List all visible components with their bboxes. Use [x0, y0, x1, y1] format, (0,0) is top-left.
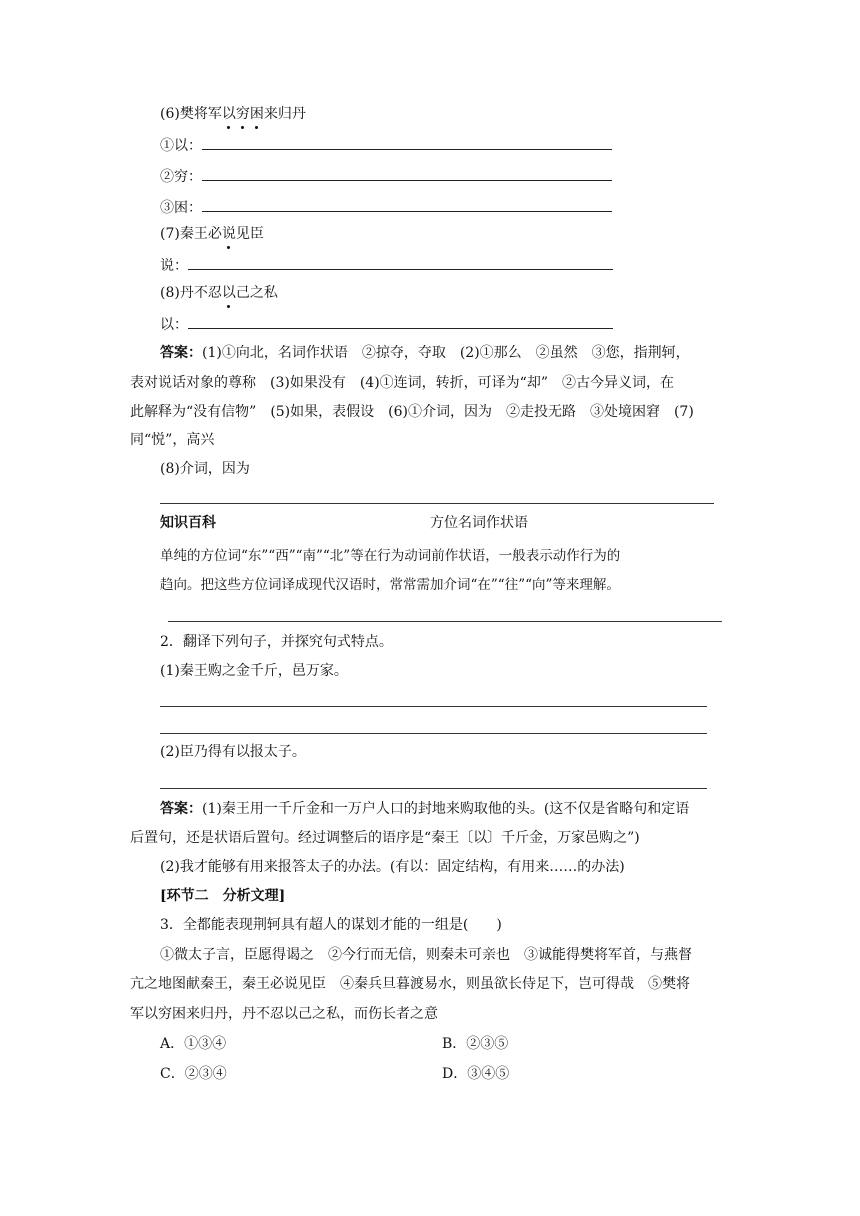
answer-blank[interactable]: [202, 197, 612, 212]
answer-2-line-1: 答案：(1)秦王用一千斤金和一万户人口的封地来购取他的头。(这不仅是省略句和定语: [160, 801, 690, 817]
option-c[interactable]: C．②③④: [160, 1066, 227, 1082]
answer-blank[interactable]: [202, 166, 612, 181]
answer-label: 答案：: [160, 345, 202, 361]
section-heading: [环节二 分析文理]: [160, 888, 286, 904]
answer-1-line-4: 同“悦”，高兴: [130, 432, 215, 448]
answer-1-line-1: 答案：(1)①向北，名词作状语 ②掠夺，夺取 (2)①那么 ②虽然 ③您，指荆轲，: [160, 345, 690, 361]
answer-1-line-5: (8)介词，因为: [160, 461, 250, 477]
q6-blank-3: ③困：: [160, 197, 612, 218]
q2-title: 2．翻译下列句子，并探究句式特点。: [160, 634, 393, 650]
option-b[interactable]: B．②③⑤: [442, 1036, 509, 1052]
answer-2-line-2: 后置句，还是状语后置句。经过调整后的语序是“秦王〔以〕千斤金，万家邑购之”): [130, 830, 640, 846]
knowledge-text-1: 单纯的方位词“东”“西”“南”“北”等在行为动词前作状语，一般表示动作行为的: [160, 548, 621, 564]
q6-prompt: (6)樊将军以穷困来归丹: [160, 106, 306, 122]
answer-1-line-2: 表对说话对象的尊称 (3)如果没有 (4)①连词，转折，可译为“却” ②古今异义词，在: [130, 375, 674, 391]
q3-title: 3．全都能表现荆轲具有超人的谋划才能的一组是( ): [160, 917, 502, 933]
answer-label: 答案：: [160, 801, 202, 817]
answer-1-line-3: 此解释为“没有信物” (5)如果，表假设 (6)①介词，因为 ②走投无路 ③处境困窘 (7): [130, 404, 694, 420]
knowledge-text-2: 趋向。把这些方位词译成现代汉语时，常常需加介词“在”“往”“向”等来理解。: [160, 577, 620, 593]
answer-blank[interactable]: [188, 314, 613, 329]
q7-prompt: (7)秦王必说见臣: [160, 226, 264, 242]
q7-blank: 说：: [160, 255, 613, 276]
divider-top: [160, 503, 714, 504]
dotted-char: 以: [221, 106, 236, 122]
dotted-char: 困: [249, 106, 264, 122]
knowledge-title: 方位名词作状语: [430, 515, 528, 531]
q3-text-1: ①微太子言，臣愿得谒之 ②今行而无信，则秦未可亲也 ③诚能得樊将军首，与燕督: [160, 947, 692, 963]
answer-blank[interactable]: [202, 135, 612, 150]
q8-blank: 以：: [160, 314, 613, 335]
dotted-char: 穷: [235, 106, 250, 122]
answer-2-line-3: (2)我才能够有用来报答太子的办法。(有以：固定结构，有用来……的办法): [160, 859, 625, 875]
q3-text-3: 军以穷困来归丹，丹不忍以己之私，而伤长者之意: [130, 1006, 438, 1022]
q6-blank-1: ①以：: [160, 135, 612, 156]
answer-blank[interactable]: [188, 255, 613, 270]
knowledge-label: 知识百科: [160, 515, 216, 531]
option-d[interactable]: D．③④⑤: [442, 1066, 510, 1082]
dotted-char: 以: [221, 285, 236, 301]
q2-sentence-2: (2)臣乃得有以报太子。: [160, 744, 306, 760]
answer-blank[interactable]: [160, 733, 707, 734]
dotted-char: 说: [221, 226, 236, 242]
q6-blank-2: ②穷：: [160, 166, 612, 187]
divider-bottom: [168, 621, 722, 622]
q8-prompt: (8)丹不忍以己之私: [160, 285, 278, 301]
answer-blank[interactable]: [160, 788, 707, 789]
q2-sentence-1: (1)秦王购之金千斤，邑万家。: [160, 663, 348, 679]
option-a[interactable]: A．①③④: [160, 1036, 227, 1052]
answer-blank[interactable]: [160, 706, 707, 707]
q3-text-2: 亢之地图献秦王，秦王必说见臣 ④秦兵旦暮渡易水，则虽欲长侍足下，岂可得哉 ⑤樊将: [130, 976, 690, 992]
